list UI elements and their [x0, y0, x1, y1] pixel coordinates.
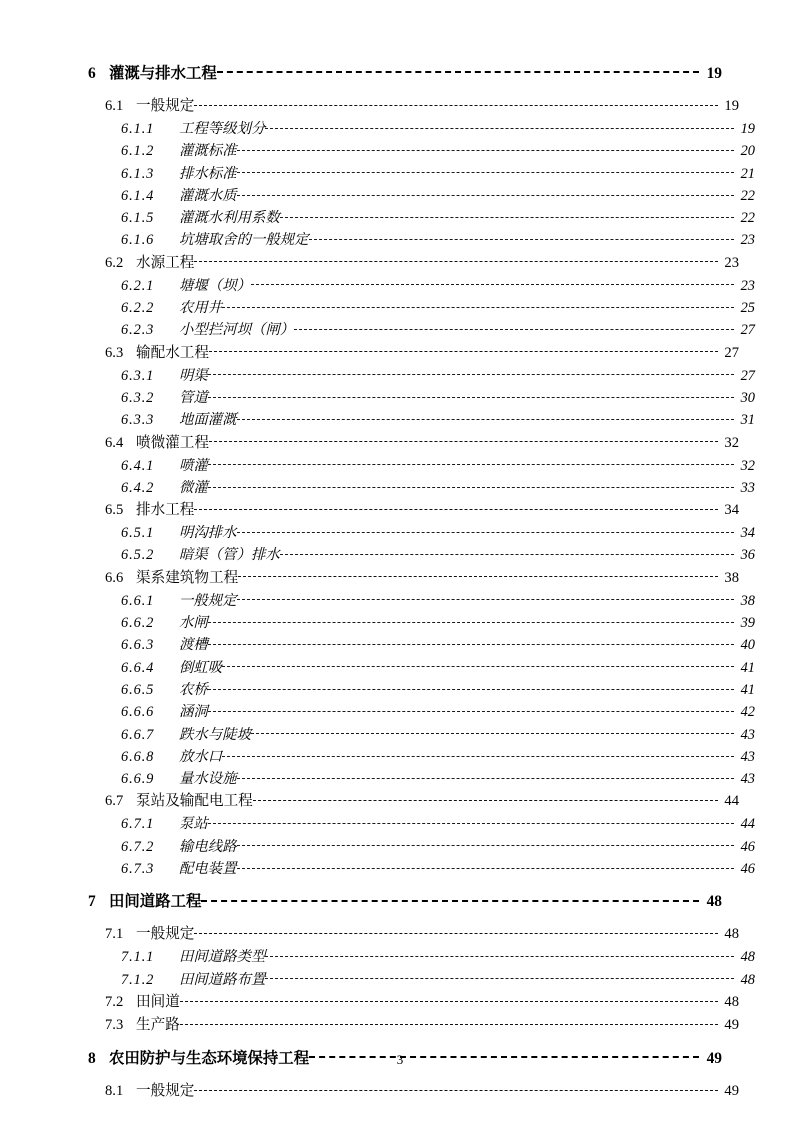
- toc-entry-title: 农桥: [179, 681, 208, 698]
- toc-entry-page-number: 38: [724, 569, 739, 586]
- toc-entry-page-number: 30: [740, 389, 755, 406]
- toc-entry-page-number: 48: [740, 949, 755, 966]
- toc-entry-page-number: 27: [724, 344, 739, 361]
- toc-entry-page-number: 34: [740, 525, 755, 542]
- toc-entry-title: 排水标准: [179, 165, 237, 182]
- toc-entry-level-3[interactable]: [121, 522, 755, 544]
- toc-entry-level-2[interactable]: [105, 432, 739, 455]
- toc-entry-page-number: 41: [740, 681, 755, 698]
- toc-entry-title: 渡槽: [179, 637, 208, 654]
- toc-entry-title: 一般规定: [136, 926, 195, 943]
- toc-dash-leader: [208, 613, 734, 627]
- toc-entry-page-number: 39: [740, 615, 755, 632]
- toc-entry-level-3[interactable]: [121, 275, 755, 297]
- toc-entry-title: 小型拦河坝（闸）: [179, 322, 295, 339]
- toc-entry-number: 6.4: [105, 434, 124, 451]
- toc-dash-leader: [209, 342, 718, 357]
- toc-entry-number: 6.2.1: [121, 277, 155, 294]
- toc-entry-level-2[interactable]: [105, 342, 739, 365]
- toc-entry-page-number: 25: [740, 300, 755, 317]
- toc-dash-leader: [237, 186, 734, 200]
- table-of-contents: [88, 62, 755, 1103]
- toc-dash-leader: [217, 63, 699, 78]
- toc-entry-title: 渠系建筑物工程: [136, 569, 239, 586]
- toc-entry-level-3[interactable]: [121, 229, 755, 251]
- toc-entry-level-2[interactable]: [105, 499, 739, 522]
- toc-entry-level-2[interactable]: [105, 95, 739, 118]
- toc-entry-page-number: 32: [740, 457, 755, 474]
- toc-entry-level-2[interactable]: [105, 1014, 739, 1037]
- toc-dash-leader: [194, 1080, 718, 1095]
- toc-entry-number: 8.1: [105, 1082, 124, 1099]
- toc-entry-level-2[interactable]: [105, 923, 739, 946]
- toc-dash-leader: [253, 791, 718, 806]
- toc-dash-leader: [294, 320, 734, 334]
- toc-entry-level-3[interactable]: [121, 768, 755, 790]
- toc-entry-title: 跌水与陡坡: [179, 726, 251, 743]
- toc-dash-leader: [201, 891, 699, 906]
- toc-dash-leader: [194, 252, 718, 267]
- toc-dash-leader: [180, 1014, 718, 1029]
- toc-entry-level-3[interactable]: [121, 387, 755, 409]
- toc-entry-number: 6.6.9: [121, 771, 155, 788]
- toc-entry-title: 明沟排水: [179, 525, 237, 542]
- toc-entry-title: 泵站及输配电工程: [136, 793, 253, 810]
- toc-entry-number: 6.1.6: [121, 232, 155, 249]
- toc-entry-page-number: 23: [740, 277, 755, 294]
- toc-entry-title: 一般规定: [179, 592, 237, 609]
- toc-entry-level-2[interactable]: [105, 252, 739, 275]
- toc-entry-title: 水闸: [179, 615, 208, 632]
- toc-entry-page-number: 27: [740, 367, 755, 384]
- toc-dash-leader: [237, 141, 734, 155]
- toc-entry-title: 配电装置: [179, 861, 237, 878]
- toc-entry-number: 6.1.2: [121, 143, 155, 160]
- toc-entry-number: 6.2: [105, 254, 124, 271]
- toc-entry-number: 6.6.7: [121, 726, 155, 743]
- toc-entry-page-number: 19: [724, 98, 739, 114]
- toc-dash-leader: [180, 991, 718, 1006]
- toc-entry-page-number: 22: [740, 210, 755, 227]
- toc-entry-page-number: 34: [724, 502, 739, 519]
- toc-entry-title: 排水工程: [136, 502, 195, 519]
- toc-entry-level-3[interactable]: [121, 140, 755, 162]
- toc-entry-number: 6.5.1: [121, 525, 155, 542]
- toc-dash-leader: [237, 836, 734, 850]
- toc-entry-level-3[interactable]: [121, 207, 755, 229]
- toc-entry-number: 6.6: [105, 569, 124, 586]
- toc-dash-leader: [194, 924, 718, 939]
- toc-entry-title: 明渠: [179, 367, 208, 384]
- toc-entry-page-number: 33: [740, 479, 755, 496]
- toc-entry-page-number: 21: [740, 165, 755, 182]
- toc-dash-leader: [222, 298, 734, 312]
- toc-entry-title: 倒虹吸: [179, 659, 223, 676]
- toc-dash-leader: [238, 567, 718, 582]
- toc-entry-level-2[interactable]: [105, 567, 739, 590]
- toc-dash-leader: [222, 657, 734, 671]
- toc-entry-page-number: 44: [724, 793, 739, 810]
- toc-entry-page-number: 42: [740, 704, 755, 721]
- toc-entry-number: 7.1.2: [121, 971, 155, 988]
- toc-entry-level-3[interactable]: [121, 590, 755, 612]
- toc-dash-leader: [265, 947, 734, 961]
- toc-dash-leader: [237, 590, 734, 604]
- toc-entry-number: 6.1: [105, 98, 124, 114]
- toc-entry-title: 一般规定: [136, 98, 195, 114]
- toc-entry-title: 田间道: [136, 993, 180, 1010]
- toc-entry-page-number: 19: [740, 121, 755, 137]
- toc-dash-leader: [208, 455, 734, 469]
- toc-dash-leader: [208, 680, 734, 694]
- toc-entry-level-3[interactable]: [121, 297, 755, 319]
- toc-entry-number: 7.1.1: [121, 949, 155, 966]
- toc-entry-level-1[interactable]: [88, 62, 722, 86]
- toc-dash-leader: [265, 119, 734, 133]
- toc-entry-title: 田间道路工程: [109, 893, 202, 911]
- toc-entry-number: 6.6.6: [121, 704, 155, 721]
- toc-entry-title: 灌溉标准: [179, 143, 237, 160]
- toc-dash-leader: [222, 746, 734, 760]
- toc-entry-number: 6: [88, 65, 96, 82]
- toc-entry-number: 6.6.3: [121, 637, 155, 654]
- toc-entry-level-3[interactable]: [121, 657, 755, 679]
- toc-entry-level-3[interactable]: [121, 634, 755, 656]
- toc-entry-level-3[interactable]: [121, 813, 755, 835]
- toc-entry-number: 6.3.1: [121, 367, 155, 384]
- toc-entry-number: 6.7.1: [121, 816, 155, 833]
- toc-entry-page-number: 23: [724, 254, 739, 271]
- toc-entry-number: 6.7: [105, 793, 124, 810]
- toc-entry-number: 6.5.2: [121, 547, 155, 564]
- toc-entry-page-number: 48: [724, 926, 739, 943]
- toc-entry-level-2[interactable]: [105, 991, 739, 1014]
- toc-entry-title: 泵站: [179, 816, 208, 833]
- toc-entry-title: 喷微灌工程: [136, 434, 209, 451]
- toc-entry-title: 田间道路布置: [179, 971, 266, 988]
- toc-entry-title: 喷灌: [179, 457, 208, 474]
- toc-entry-title: 灌溉水利用系数: [179, 210, 280, 227]
- toc-dash-leader: [194, 95, 718, 110]
- toc-entry-title: 一般规定: [136, 1082, 195, 1099]
- toc-entry-title: 输电线路: [179, 838, 237, 855]
- toc-entry-page-number: 48: [740, 971, 755, 988]
- toc-dash-leader: [208, 477, 734, 491]
- toc-entry-number: 7: [88, 893, 96, 911]
- toc-dash-leader: [237, 523, 734, 537]
- toc-dash-leader: [237, 163, 734, 177]
- toc-entry-page-number: 48: [724, 993, 739, 1010]
- toc-entry-page-number: 40: [740, 637, 755, 654]
- toc-entry-level-3[interactable]: [121, 946, 755, 968]
- toc-dash-leader: [309, 230, 734, 244]
- toc-entry-page-number: 46: [740, 861, 755, 878]
- toc-entry-title: 输配水工程: [136, 344, 209, 361]
- toc-dash-leader: [251, 275, 734, 289]
- toc-entry-title: 微灌: [179, 479, 208, 496]
- toc-entry-level-3[interactable]: [121, 319, 755, 341]
- toc-entry-title: 涵洞: [179, 704, 208, 721]
- toc-entry-page-number: 23: [740, 232, 755, 249]
- toc-dash-leader: [208, 702, 734, 716]
- toc-entry-title: 暗渠（管）排水: [179, 547, 280, 564]
- toc-entry-number: 6.2.3: [121, 322, 155, 339]
- toc-entry-title: 生产路: [136, 1016, 180, 1033]
- toc-entry-number: 6.7.2: [121, 838, 155, 855]
- toc-entry-page-number: 43: [740, 748, 755, 765]
- toc-dash-leader: [237, 410, 734, 424]
- toc-entry-level-3[interactable]: [121, 858, 755, 880]
- toc-entry-number: 8: [88, 1049, 96, 1067]
- toc-entry-page-number: 27: [740, 322, 755, 339]
- page-number-footer: 3: [396, 1052, 404, 1067]
- toc-entry-page-number: 31: [740, 412, 755, 429]
- toc-dash-leader: [194, 500, 718, 515]
- toc-entry-number: 6.1.5: [121, 210, 155, 227]
- toc-entry-title: 放水口: [179, 748, 223, 765]
- toc-entry-number: 6.4.1: [121, 457, 155, 474]
- toc-entry-level-3[interactable]: [121, 455, 755, 477]
- toc-entry-number: 6.5: [105, 502, 124, 519]
- toc-entry-number: 6.2.2: [121, 300, 155, 317]
- toc-entry-page-number: 46: [740, 838, 755, 855]
- toc-entry-number: 6.6.5: [121, 681, 155, 698]
- toc-entry-level-3[interactable]: [121, 477, 755, 499]
- toc-entry-number: 6.1.4: [121, 187, 155, 204]
- toc-entry-number: 6.4.2: [121, 479, 155, 496]
- toc-entry-page-number: 36: [740, 547, 755, 564]
- toc-entry-page-number: 43: [740, 726, 755, 743]
- toc-entry-page-number: 48: [706, 893, 722, 911]
- toc-dash-leader: [265, 969, 734, 983]
- toc-dash-leader: [280, 208, 734, 222]
- toc-entry-title: 农用井: [179, 300, 223, 317]
- toc-entry-title: 地面灌溉: [179, 412, 237, 429]
- toc-entry-page-number: 41: [740, 659, 755, 676]
- toc-entry-level-3[interactable]: [121, 836, 755, 858]
- toc-entry-page-number: 20: [740, 143, 755, 160]
- toc-entry-level-3[interactable]: [121, 118, 755, 140]
- toc-entry-number: 6.1.1: [121, 121, 155, 137]
- toc-entry-level-3[interactable]: [121, 612, 755, 634]
- toc-entry-title: 灌溉水质: [179, 187, 237, 204]
- toc-entry-number: 7.1: [105, 926, 124, 943]
- toc-entry-level-3[interactable]: [121, 544, 755, 566]
- toc-entry-level-3[interactable]: [121, 163, 755, 185]
- toc-entry-number: 6.1.3: [121, 165, 155, 182]
- toc-entry-level-3[interactable]: [121, 701, 755, 723]
- toc-entry-title: 坑塘取舍的一般规定: [179, 232, 309, 249]
- toc-entry-number: 6.6.1: [121, 592, 155, 609]
- toc-entry-level-3[interactable]: [121, 969, 755, 991]
- toc-entry-title: 水源工程: [136, 254, 195, 271]
- toc-entry-number: 7.3: [105, 1016, 124, 1033]
- toc-entry-level-1[interactable]: [88, 890, 722, 914]
- toc-dash-leader: [209, 432, 718, 447]
- toc-entry-number: 6.6.2: [121, 615, 155, 632]
- toc-entry-number: 6.3: [105, 344, 124, 361]
- toc-entry-title: 管道: [179, 389, 208, 406]
- toc-entry-number: 6.3.2: [121, 389, 155, 406]
- toc-entry-level-3[interactable]: [121, 679, 755, 701]
- toc-entry-number: 6.3.3: [121, 412, 155, 429]
- toc-entry-page-number: 49: [724, 1016, 739, 1033]
- toc-entry-level-3[interactable]: [121, 409, 755, 431]
- toc-dash-leader: [251, 724, 734, 738]
- toc-dash-leader: [237, 859, 734, 873]
- toc-entry-level-2[interactable]: [105, 1080, 739, 1103]
- toc-entry-page-number: 19: [706, 65, 722, 82]
- toc-entry-title: 量水设施: [179, 771, 237, 788]
- toc-entry-title: 田间道路类型: [179, 949, 266, 966]
- toc-entry-level-3[interactable]: [121, 185, 755, 207]
- toc-entry-title: 工程等级划分: [179, 121, 266, 137]
- toc-dash-leader: [208, 388, 734, 402]
- toc-entry-page-number: 49: [724, 1082, 739, 1099]
- toc-entry-number: 6.6.8: [121, 748, 155, 765]
- toc-entry-level-3[interactable]: [121, 746, 755, 768]
- toc-entry-page-number: 32: [724, 434, 739, 451]
- toc-entry-title: 农田防护与生态环境保持工程: [109, 1049, 310, 1067]
- toc-entry-page-number: 22: [740, 187, 755, 204]
- toc-dash-leader: [208, 365, 734, 379]
- toc-dash-leader: [208, 635, 734, 649]
- toc-entry-level-3[interactable]: [121, 365, 755, 387]
- toc-dash-leader: [237, 769, 734, 783]
- toc-entry-title: 灌溉与排水工程: [109, 65, 217, 82]
- toc-entry-level-2[interactable]: [105, 790, 739, 813]
- toc-dash-leader: [280, 545, 734, 559]
- toc-entry-title: 塘堰（坝）: [179, 277, 251, 294]
- toc-entry-page-number: 43: [740, 771, 755, 788]
- toc-dash-leader: [208, 814, 734, 828]
- toc-entry-number: 6.6.4: [121, 659, 155, 676]
- toc-entry-page-number: 49: [706, 1049, 722, 1067]
- toc-entry-page-number: 38: [740, 592, 755, 609]
- toc-entry-level-3[interactable]: [121, 724, 755, 746]
- toc-entry-page-number: 44: [740, 816, 755, 833]
- toc-entry-number: 6.7.3: [121, 861, 155, 878]
- toc-entry-number: 7.2: [105, 993, 124, 1010]
